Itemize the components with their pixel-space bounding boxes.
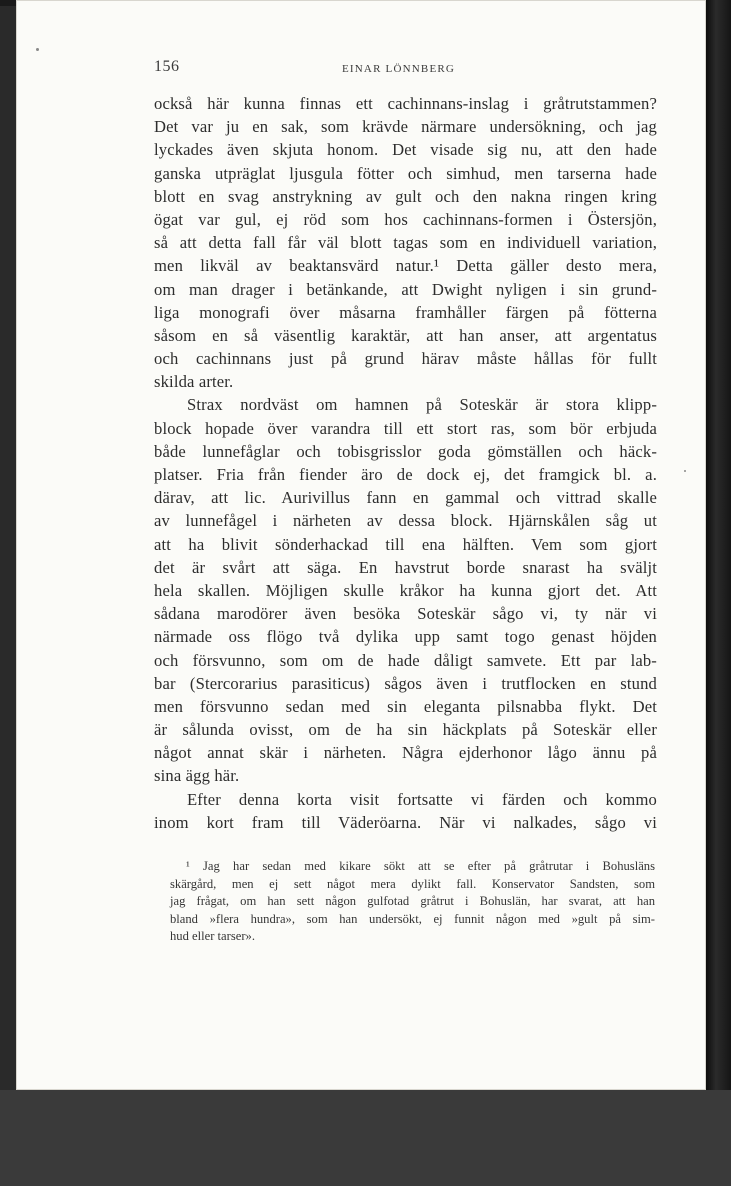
text-line: liga monografi över måsarna framhåller färgen på fötterna <box>154 302 657 322</box>
text-line: men försvunno sedan med sin eleganta pilsnabba flykt. Det <box>154 696 657 716</box>
text-line: närmade oss flögo två dylika upp samt togo genast höjden <box>154 627 657 647</box>
text-line: Strax nordväst om hamnen på Soteskär är stora klipp- <box>187 395 657 415</box>
footnote-line: ¹ Jag har sedan med kikare sökt att se efter på gråtrutar i Bohusläns <box>186 859 655 873</box>
text-line: blott en svag anstrykning av gult och den nakna ringen kring <box>154 186 657 206</box>
text-line: därav, att lic. Aurivillus fann en gammal och vittrad skalle <box>154 488 657 508</box>
scan-bottom-edge <box>0 1090 731 1186</box>
text-line: av lunnefågel i närheten av dessa block. Hjärnskålen såg ut <box>154 511 657 531</box>
scan-speck <box>36 48 39 51</box>
text-line: något annat skär i närheten. Några ejderhonor lågo ännu på <box>154 743 657 763</box>
footnote-line: bland »flera hundra», som han undersökt, ej funnit någon med »gult på sim- <box>170 911 655 926</box>
text-line: om man drager i betänkande, att Dwight nyligen i sin grund- <box>154 279 657 299</box>
text-line: block hopade över varandra till ett stort ras, som bör erbjuda <box>154 418 657 438</box>
text-line: Efter denna korta visit fortsatte vi färden och kommo <box>187 789 657 809</box>
footnote-line: skärgård, men ej sett något mera dylikt fall. Konservator Sandsten, som <box>170 876 655 891</box>
book-page <box>16 0 706 1090</box>
text-line: ganska utpräglat ljusgula fötter och simhud, men tarserna hade <box>154 163 657 183</box>
text-line: är sålunda ovisst, om de ha sin häckplats på Soteskär eller <box>154 720 657 740</box>
text-line: också här kunna finnas ett cachinnans-inslag i gråtrutstammen? <box>154 94 657 113</box>
text-line: så att detta fall får väl blott tagas som en individuell variation, <box>154 233 657 253</box>
text-line: ögat var gul, ej röd som hos cachinnans-formen i Östersjön, <box>154 209 657 229</box>
body-text <box>154 92 657 834</box>
text-line: och cachinnans just på grund härav måste hållas för fullt <box>154 349 657 369</box>
text-line: sina ägg här. <box>154 766 240 786</box>
text-line: och försvunno, som om de hade dåligt samvete. Ett par lab- <box>154 650 657 670</box>
scan-right-edge <box>706 0 731 1186</box>
text-line: det är svårt att säga. En havstrut borde snarast ha sväljt <box>154 557 657 577</box>
running-head: EINAR LÖNNBERG <box>342 63 456 75</box>
text-line: skilda arter. <box>154 372 234 392</box>
page-header <box>16 58 706 82</box>
scan-speck <box>684 470 686 472</box>
text-line: sådana marodörer även besöka Soteskär sågo vi, ty när vi <box>154 604 657 624</box>
text-line: både lunnefåglar och tobisgrisslor goda gömställen och häck- <box>154 441 657 461</box>
text-line: bar (Stercorarius parasiticus) sågos även i trutflocken en stund <box>154 673 657 693</box>
footnote-line: hud eller tarser». <box>170 929 255 944</box>
text-line: inom kort fram till Väderöarna. När vi nalkades, sågo vi <box>154 812 657 832</box>
text-line: att ha blivit sönderhackad till ena hälften. Vem som gjort <box>154 534 657 554</box>
text-line: hela skallen. Möjligen skulle kråkor ha kunna gjort det. Att <box>154 580 657 600</box>
text-line: Det var ju en sak, som krävde närmare undersökning, och jag <box>154 117 657 137</box>
text-line: platser. Fria från fiender äro de dock ej, det framgick bl. a. <box>154 465 657 484</box>
text-line: såsom en så väsentlig karaktär, att han anser, att argentatus <box>154 325 657 345</box>
footnote <box>170 858 655 946</box>
text-line: lyckades även skjuta honom. Det visade sig nu, att den hade <box>154 140 657 160</box>
page-number: 156 <box>154 58 180 75</box>
text-line: men likväl av beaktansvärd natur.¹ Detta gäller desto mera, <box>154 256 657 276</box>
footnote-line: jag frågat, om han sett någon gulfotad gråtrut i Bohuslän, har svarat, att han <box>170 894 655 909</box>
